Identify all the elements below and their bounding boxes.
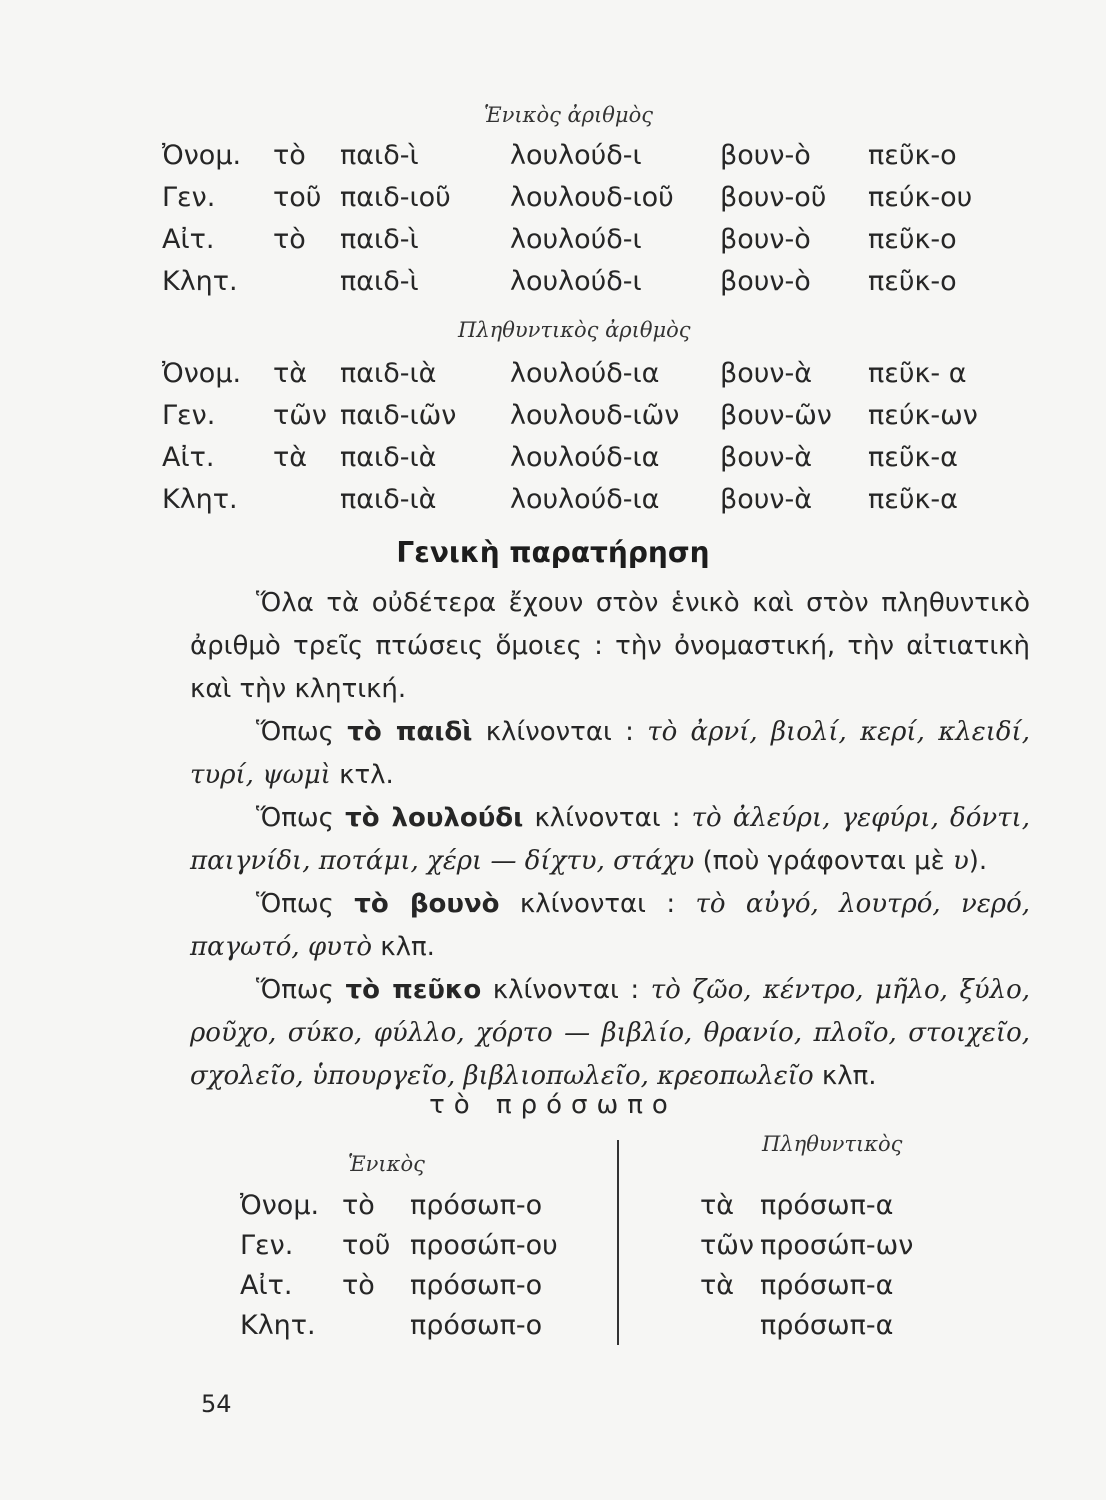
text-run: κλίνονται :: [499, 889, 696, 919]
text-run: κλπ.: [813, 1061, 877, 1091]
case-label: Κλητ.: [240, 1310, 316, 1341]
text-run: κλίνονται :: [523, 803, 692, 833]
form-pefko: πεῦκ-ο: [868, 266, 957, 297]
case-label: Ὀνομ.: [162, 140, 242, 171]
form-pefko: πεύκ-ων: [868, 400, 978, 431]
form-vouno: βουν-ὸ: [720, 224, 811, 255]
singular-form: πρόσωπ-ο: [410, 1190, 543, 1221]
form-vouno: βουν-ὸ: [720, 140, 811, 171]
plural-article: τὰ: [700, 1270, 735, 1301]
table-row: [0, 140, 1106, 180]
table-row: [0, 1270, 1106, 1310]
example-list: τὸ ἀλεύρι, γεφύρι, δόντι, παιγνίδι, ποτάμι, χέρι — δίχτυ, στάχυ: [190, 803, 1030, 876]
case-label: Ὀνομ.: [162, 358, 242, 389]
form-louloudi: λουλούδ-ια: [510, 358, 660, 389]
form-pefko: πεῦκ-ο: [868, 140, 957, 171]
case-label: Ὀνομ.: [240, 1190, 320, 1221]
plural-article: τὰ: [700, 1190, 735, 1221]
singular-label: Ἑνικὸς: [348, 1152, 425, 1176]
text-run: κλίνονται :: [481, 975, 651, 1005]
form-vouno: βουν-ὰ: [720, 358, 812, 389]
case-label: Αἰτ.: [162, 224, 215, 255]
text-run: κτλ.: [330, 760, 394, 790]
plural-form: πρόσωπ-α: [760, 1310, 894, 1341]
form-vouno: βουν-ὸ: [720, 266, 811, 297]
form-louloudi: λουλούδ-ια: [510, 442, 660, 473]
article: τοῦ: [342, 1230, 391, 1261]
form-louloudi: λουλούδ-ι: [510, 140, 642, 171]
text-run: Ὅπως: [256, 717, 348, 747]
example-word: τὸ πεῦκο: [345, 975, 482, 1005]
form-paidi: παιδ-ιὰ: [340, 484, 437, 515]
form-paidi: παιδ-ιὰ: [340, 442, 437, 473]
table-title: τὸ πρόσωπο: [429, 1090, 677, 1120]
section-heading: Γενικὴ παρατήρηση: [396, 536, 710, 569]
table-row: [0, 182, 1106, 222]
singular-form: πρόσωπ-ο: [410, 1310, 543, 1341]
form-paidi: παιδ-ὶ: [340, 140, 419, 171]
singular-form: προσώπ-ου: [410, 1230, 558, 1261]
article: τὸ: [273, 140, 306, 171]
form-pefko: πεῦκ-ο: [868, 224, 957, 255]
plural-form: προσώπ-ων: [760, 1230, 914, 1261]
article: τὸ: [273, 224, 306, 255]
form-pefko: πεῦκ-α: [868, 442, 958, 473]
text-run: κλπ.: [372, 932, 435, 962]
plural-article: τῶν: [700, 1230, 754, 1261]
form-paidi: παιδ-ὶ: [340, 224, 419, 255]
text-run: (ποὺ γράφονται μὲ: [694, 846, 953, 876]
table-row: [0, 1190, 1106, 1230]
paragraph: [190, 883, 1030, 969]
form-louloudi: λουλούδ-ι: [510, 224, 642, 255]
text-run: ).: [968, 846, 988, 876]
article: τὸ: [342, 1270, 375, 1301]
plural-form: πρόσωπ-α: [760, 1190, 894, 1221]
form-pefko: πεῦκ- α: [868, 358, 967, 389]
letter-upsilon: υ: [952, 846, 969, 876]
case-label: Αἰτ.: [240, 1270, 293, 1301]
case-label: Γεν.: [162, 400, 216, 431]
plural-label: Πληθυντικὸς ἀριθμὸς: [458, 318, 691, 342]
table-row: [0, 484, 1106, 524]
singular-label: Ἑνικὸς ἀριθμὸς: [484, 103, 653, 127]
text-run: Ὅπως: [256, 803, 346, 833]
form-vouno: βουν-οῦ: [720, 182, 827, 213]
singular-form: πρόσωπ-ο: [410, 1270, 543, 1301]
form-louloudi: λουλούδ-ια: [510, 484, 660, 515]
table-row: [0, 224, 1106, 264]
form-pefko: πεῦκ-α: [868, 484, 958, 515]
table-row: [0, 358, 1106, 398]
article: τὰ: [273, 358, 308, 389]
form-vouno: βουν-ὰ: [720, 442, 812, 473]
paragraph: [190, 711, 1030, 797]
paragraph: Ὅλα τὰ οὐδέτερα ἔχουν στὸν ἑνικὸ καὶ στὸν πληθυντικὸ ἀριθμὸ τρεῖς πτώσεις ὅμοιες : τὴν ὀνομαστική, τὴν αἰτιατικὴ καὶ τὴν κλητική.: [190, 588, 1030, 704]
case-label: Κλητ.: [162, 266, 238, 297]
example-list: τὸ αὐγό, λουτρό, νερό, παγωτό, φυτὸ: [190, 889, 1030, 962]
table-row: [0, 1310, 1106, 1350]
form-vouno: βουν-ὰ: [720, 484, 812, 515]
form-louloudi: λουλουδ-ιῶν: [510, 400, 680, 431]
example-word: τὸ βουνὸ: [354, 889, 500, 919]
example-word: τὸ λουλούδι: [345, 803, 524, 833]
text-run: Ὅπως: [256, 975, 346, 1005]
text-run: Ὅπως: [256, 889, 355, 919]
plural-label: Πληθυντικὸς: [762, 1132, 903, 1156]
table-row: [0, 1230, 1106, 1270]
paragraph: [190, 797, 1030, 883]
example-word: τὸ παιδὶ: [347, 717, 473, 747]
case-label: Γεν.: [240, 1230, 294, 1261]
table-row: [0, 442, 1106, 482]
form-louloudi: λουλουδ-ιοῦ: [510, 182, 674, 213]
plural-form: πρόσωπ-α: [760, 1270, 894, 1301]
example-list: τὸ ζῶο, κέντρο, μῆλο, ξύλο, ροῦχο, σύκο, φύλλο, χόρτο — βιβλίο, θρανίο, πλοῖο, στοιχεῖο, σχολεῖο, ὑπουργεῖο, βιβλιοπωλεῖο, κρεοπωλεῖο: [190, 975, 1030, 1091]
text-run: κλίνονται :: [472, 717, 648, 747]
form-pefko: πεύκ-ου: [868, 182, 973, 213]
example-list: τὸ ἀρνί, βιολί, κερί, κλειδί, τυρί, ψωμὶ: [190, 717, 1030, 790]
case-label: Γεν.: [162, 182, 216, 213]
form-paidi: παιδ-ιῶν: [340, 400, 457, 431]
article: τοῦ: [273, 182, 322, 213]
form-paidi: παιδ-ιοῦ: [340, 182, 451, 213]
article: τῶν: [273, 400, 327, 431]
form-paidi: παιδ-ὶ: [340, 266, 419, 297]
paragraph: [190, 969, 1030, 1098]
article: τὸ: [342, 1190, 375, 1221]
article: τὰ: [273, 442, 308, 473]
form-paidi: παιδ-ιὰ: [340, 358, 437, 389]
table-row: [0, 400, 1106, 440]
case-label: Κλητ.: [162, 484, 238, 515]
case-label: Αἰτ.: [162, 442, 215, 473]
table-row: [0, 266, 1106, 306]
page-number: 54: [201, 1390, 232, 1418]
form-vouno: βουν-ῶν: [720, 400, 832, 431]
body-text: [190, 582, 1030, 1098]
form-louloudi: λουλούδ-ι: [510, 266, 642, 297]
